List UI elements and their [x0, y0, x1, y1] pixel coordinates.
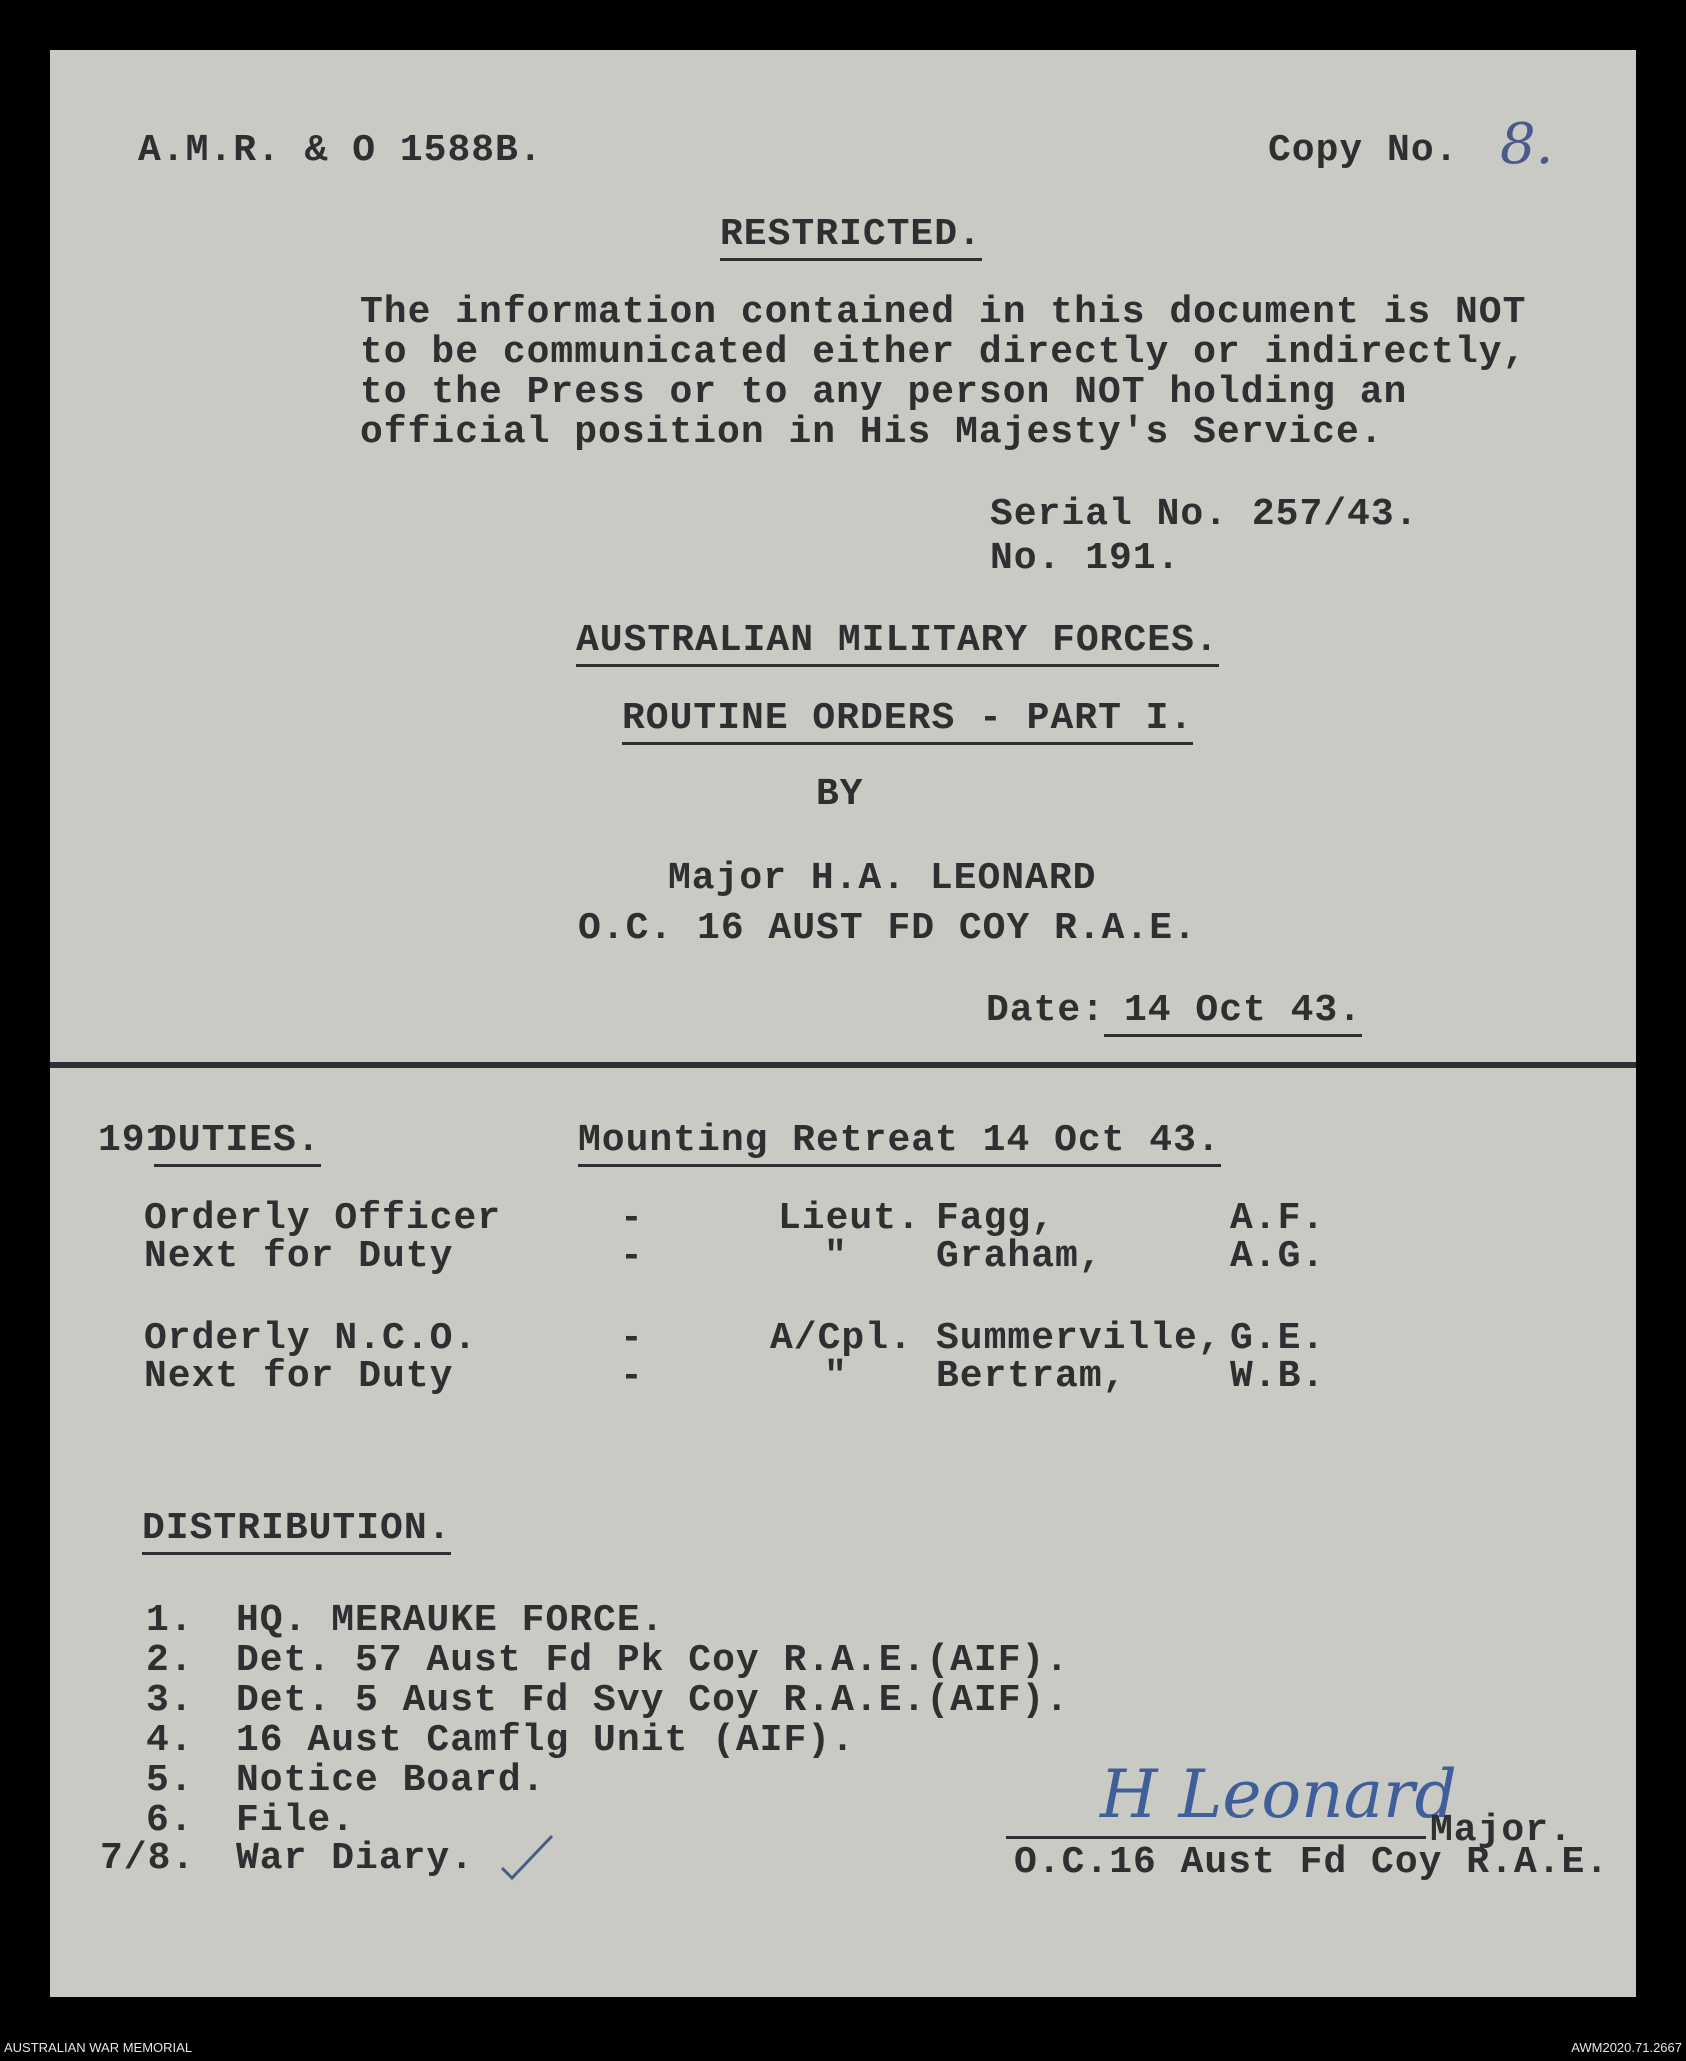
duty-rank: " — [824, 1235, 848, 1278]
copy-number-handwritten: 8. — [1500, 112, 1554, 177]
item-number: 191 — [98, 1119, 170, 1162]
distribution-text: File. — [236, 1799, 356, 1842]
copy-label: Copy No. — [1268, 129, 1459, 172]
horizontal-rule — [50, 1062, 1636, 1068]
signatory-unit: O.C.16 Aust Fd Coy R.A.E. — [1014, 1841, 1610, 1884]
distribution-number: 6. — [146, 1799, 194, 1842]
officer-name: Major H.A. LEONARD — [668, 857, 1097, 900]
distribution-heading: DISTRIBUTION. — [142, 1510, 451, 1555]
duty-role: Next for Duty — [144, 1235, 454, 1278]
duty-rank: " — [824, 1355, 848, 1398]
order-number: No. 191. — [990, 537, 1181, 580]
distribution-text: HQ. MERAUKE FORCE. — [236, 1599, 665, 1642]
footer-archive-name: AUSTRALIAN WAR MEMORIAL — [4, 2040, 193, 2055]
by-label: BY — [816, 773, 864, 816]
file-reference: A.M.R. & O 1588B. — [138, 129, 543, 172]
duty-role: Orderly N.C.O. — [144, 1317, 478, 1360]
checkmark-icon — [498, 1832, 558, 1882]
distribution-text: 16 Aust Camflg Unit (AIF). — [236, 1719, 855, 1762]
duty-surname: Summerville, — [936, 1317, 1222, 1360]
restricted-line-3: to the Press or to any person NOT holding an — [360, 371, 1408, 414]
distribution-number: 5. — [146, 1759, 194, 1802]
duty-dash: - — [620, 1197, 644, 1240]
document-page — [50, 50, 1636, 1997]
distribution-number: 4. — [146, 1719, 194, 1762]
date-label: Date: — [986, 989, 1106, 1032]
serial-number: Serial No. 257/43. — [990, 493, 1419, 536]
mounting-heading: Mounting Retreat 14 Oct 43. — [578, 1122, 1221, 1167]
routine-orders-title: ROUTINE ORDERS - PART I. — [622, 700, 1193, 745]
footer-accession-number: AWM2020.71.2667 — [1571, 2040, 1682, 2055]
duty-rank: Lieut. — [778, 1197, 921, 1240]
handwritten-signature: H Leonard — [1100, 1756, 1457, 1833]
duty-surname: Graham, — [936, 1235, 1103, 1278]
duty-initials: W.B. — [1230, 1355, 1326, 1398]
restricted-line-1: The information contained in this document is NOT — [360, 291, 1527, 334]
duty-dash: - — [620, 1235, 644, 1278]
distribution-text: Det. 5 Aust Fd Svy Coy R.A.E.(AIF). — [236, 1679, 1070, 1722]
date-value: 14 Oct 43. — [1104, 992, 1362, 1037]
restricted-heading: RESTRICTED. — [720, 216, 982, 261]
restricted-line-2: to be communicated either directly or indirectly, — [360, 331, 1527, 374]
distribution-number: 1. — [146, 1599, 194, 1642]
duty-rank: A/Cpl. — [770, 1317, 913, 1360]
duty-surname: Fagg, — [936, 1197, 1056, 1240]
duty-initials: G.E. — [1230, 1317, 1326, 1360]
duties-heading: DUTIES. — [154, 1122, 321, 1167]
duty-role: Orderly Officer — [144, 1197, 502, 1240]
officer-unit: O.C. 16 AUST FD COY R.A.E. — [578, 907, 1197, 950]
distribution-number: 2. — [146, 1639, 194, 1682]
distribution-text: War Diary. — [236, 1837, 475, 1880]
duty-dash: - — [620, 1317, 644, 1360]
duty-surname: Bertram, — [936, 1355, 1127, 1398]
restricted-line-4: official position in His Majesty's Service. — [360, 411, 1384, 454]
duty-initials: A.F. — [1230, 1197, 1326, 1240]
distribution-number: 3. — [146, 1679, 194, 1722]
distribution-text: Det. 57 Aust Fd Pk Coy R.A.E.(AIF). — [236, 1639, 1070, 1682]
duty-role: Next for Duty — [144, 1355, 454, 1398]
signatory-rank: Major. — [1430, 1809, 1573, 1852]
duty-initials: A.G. — [1230, 1235, 1326, 1278]
distribution-number: 7/8. — [100, 1837, 196, 1880]
forces-title: AUSTRALIAN MILITARY FORCES. — [576, 622, 1219, 667]
distribution-text: Notice Board. — [236, 1759, 546, 1802]
duty-dash: - — [620, 1355, 644, 1398]
signature-line — [1006, 1836, 1426, 1839]
